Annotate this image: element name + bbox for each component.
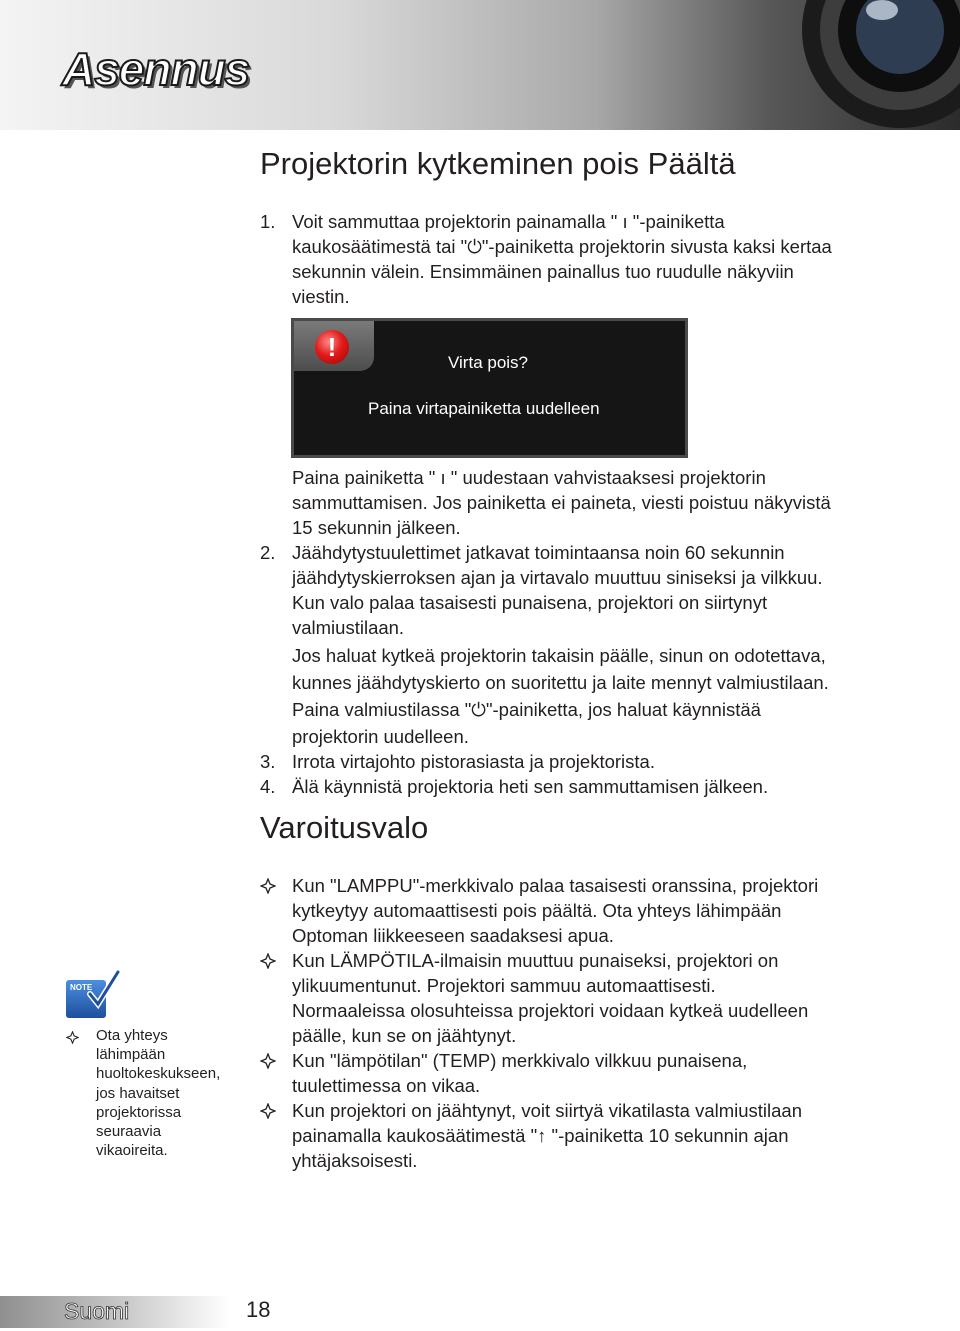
text-line: Jos haluat kytkeä projektorin takaisin päälle, sinun on odotettava, — [292, 645, 826, 666]
text-line: Voit sammuttaa projektorin painamalla " ı "-painiketta — [292, 211, 725, 232]
text-line: 15 sekunnin jälkeen. — [292, 517, 461, 538]
section-title-power-off: Projektorin kytkeminen pois Päältä — [260, 146, 736, 181]
side-note-text — [96, 1026, 246, 1160]
diamond-bullet-icon — [260, 1053, 276, 1069]
text-line: Kun valo palaa tasaisesti punaisena, projektori on siirtynyt — [292, 592, 768, 613]
step-3-text: Irrota virtajohto pistorasiasta ja projektorista. — [292, 751, 655, 772]
step-2-extra-text — [292, 642, 829, 750]
text-line: Kun "LAMPPU"-merkkivalo palaa tasaisesti oranssina, projektori — [292, 875, 819, 896]
chapter-title: Asennus — [62, 43, 250, 95]
diamond-bullet-icon — [260, 953, 276, 969]
text-line: valmiustilaan. — [292, 617, 405, 638]
warning-bullet-list — [260, 873, 818, 1173]
diamond-bullet-icon — [260, 878, 276, 894]
text-line: seuraavia — [96, 1123, 162, 1141]
diamond-bullet-icon — [260, 1103, 276, 1119]
step-4-number: 4. — [260, 776, 276, 797]
text-line: viestin. — [292, 286, 350, 307]
text-line: painamalla kaukosäätimestä "↑ "-painiketta 10 sekunnin ajan — [292, 1125, 789, 1146]
text-line: huoltokeskukseen, — [96, 1065, 221, 1083]
text-line: Ota yhteys — [96, 1027, 168, 1044]
text-line: jos havaitset — [96, 1084, 180, 1102]
list-item — [260, 948, 818, 1048]
list-item — [260, 873, 818, 948]
side-note — [66, 1026, 246, 1160]
text-line: ylikuumentunut. Projektori sammuu automaattisesti. — [292, 975, 716, 996]
text-line: Paina painiketta " ı " uudestaan vahvistaaksesi projektorin — [292, 467, 766, 488]
checkmark-icon — [84, 970, 120, 1010]
footer-language: Suomi — [64, 1298, 130, 1324]
text-line: Kun "lämpötilan" (TEMP) merkkivalo vilkkuu punaisena, — [292, 1050, 748, 1071]
text-line: projektorin uudelleen. — [292, 726, 469, 747]
osd-title: Virta pois? — [448, 353, 529, 372]
list-item — [260, 1048, 818, 1098]
step-1-text — [292, 209, 832, 309]
text-line: lähimpään — [96, 1046, 166, 1064]
confirm-text — [292, 465, 831, 540]
note-label: NOTE — [66, 980, 106, 1018]
text-line: projektorissa — [96, 1103, 182, 1121]
lens-graphic — [800, 0, 960, 130]
step-1-number: 1. — [260, 211, 276, 232]
text-line: päälle, kun se on jäähtynyt. — [292, 1025, 517, 1046]
osd-message: Paina virtapainiketta uudelleen — [368, 399, 600, 418]
note-icon — [66, 970, 120, 1020]
text-line: kaukosäätimestä tai "⏻"-painiketta projektorin sivusta kaksi kertaa — [292, 236, 832, 257]
text-line: kunnes jäähdytyskierto on suoritettu ja laite mennyt valmiustilaan. — [292, 672, 829, 693]
step-2-number: 2. — [260, 542, 276, 563]
text-line: vikaoireita. — [96, 1142, 168, 1160]
text-line: tuulettimessa on vikaa. — [292, 1075, 481, 1096]
osd-panel — [294, 321, 685, 455]
list-item — [260, 1098, 818, 1173]
step-3-number: 3. — [260, 751, 276, 772]
warning-icon: ! — [315, 330, 349, 364]
section-title-warning-light: Varoitusvalo — [260, 810, 429, 845]
step-4-text: Älä käynnistä projektoria heti sen sammuttamisen jälkeen. — [292, 776, 769, 797]
osd-screenshot — [291, 318, 688, 458]
text-line: kytkeytyy automaattisesti pois päältä. Ota yhteys lähimpään — [292, 900, 782, 921]
text-line: Kun projektori on jäähtynyt, voit siirtyä vikatilasta valmiustilaan — [292, 1100, 803, 1121]
step-2-text — [292, 540, 823, 640]
text-line: jäähdytyskierroksen ajan ja virtavalo muuttuu siniseksi ja vilkkuu. — [292, 567, 823, 588]
text-line: Jäähdytystuulettimet jatkavat toimintaansa noin 60 sekunnin — [292, 542, 785, 563]
text-line: Optoman liikkeeseen saadaksesi apua. — [292, 925, 614, 946]
page-header — [0, 0, 960, 130]
text-line: Normaaleissa olosuhteissa projektori voidaan kytkeä uudelleen — [292, 1000, 809, 1021]
text-line: yhtäjaksoisesti. — [292, 1150, 418, 1171]
text-line: sekunnin välein. Ensimmäinen painallus tuo ruudulle näkyviin — [292, 261, 794, 282]
text-line: sammuttamisen. Jos painiketta ei paineta, viesti poistuu näkyvistä — [292, 492, 831, 513]
text-line: Paina valmiustilassa "⏻"-painiketta, jos haluat käynnistää — [292, 699, 761, 720]
diamond-bullet-icon — [66, 1031, 79, 1044]
text-line: Kun LÄMPÖTILA-ilmaisin muuttuu punaiseksi, projektori on — [292, 950, 779, 971]
page-number: 18 — [246, 1297, 271, 1322]
